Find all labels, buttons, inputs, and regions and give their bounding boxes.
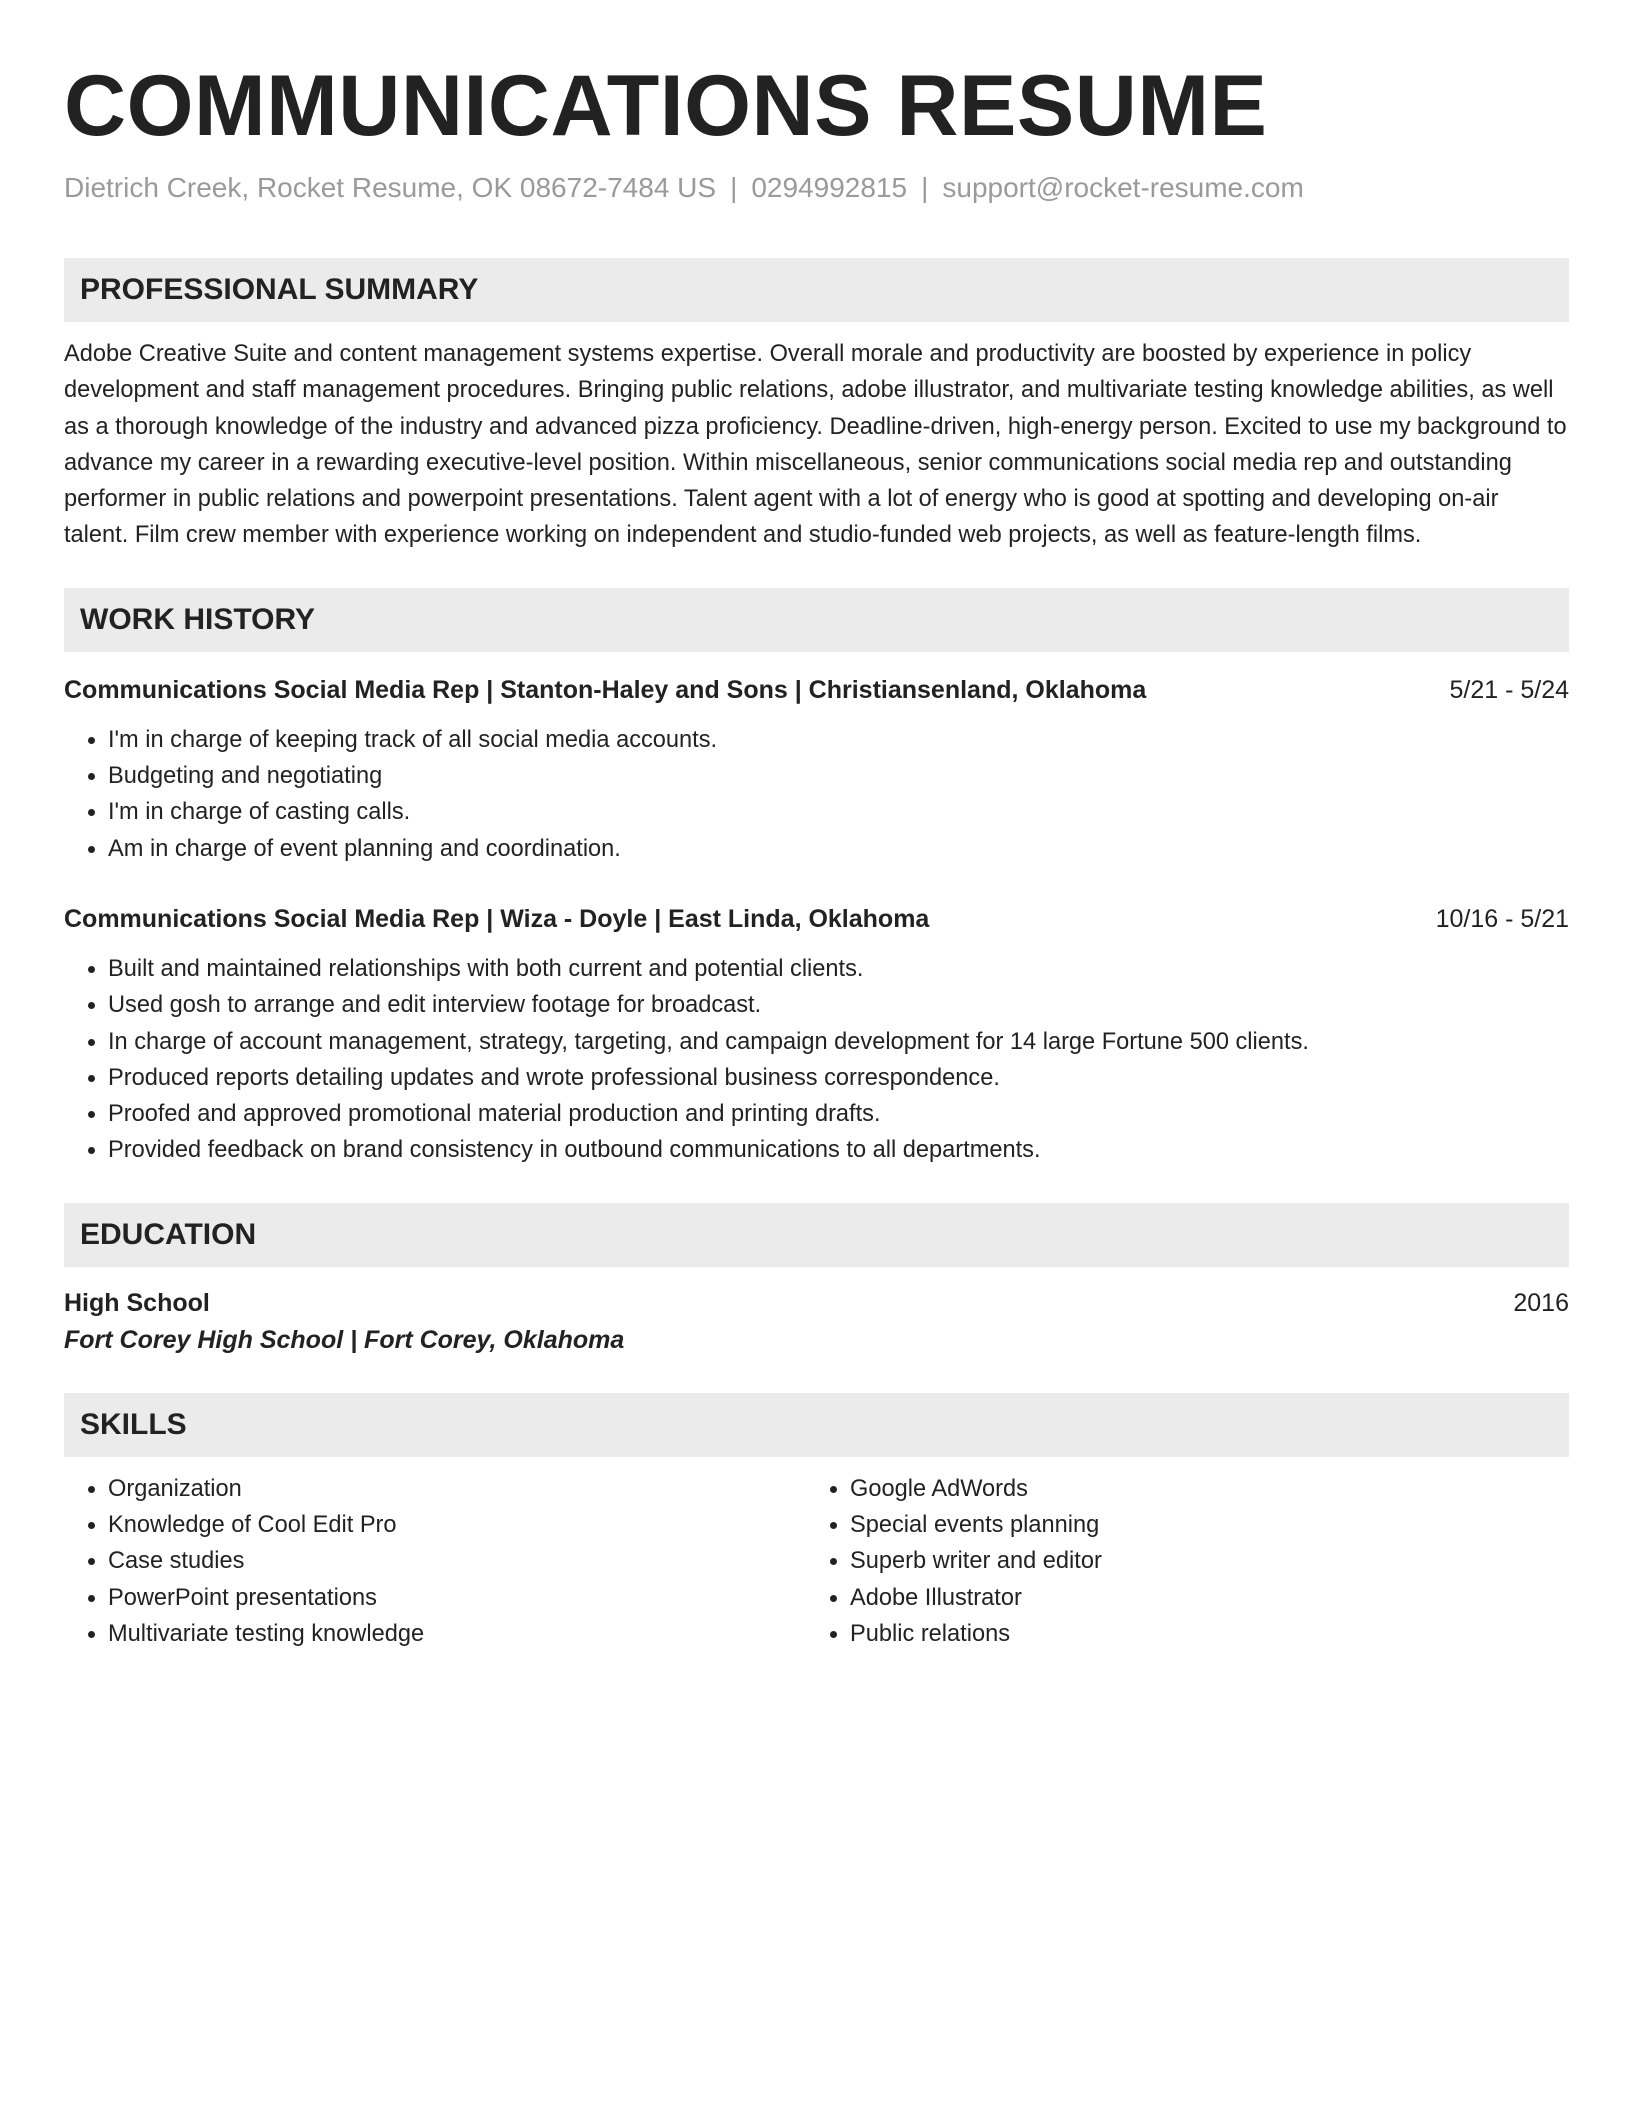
summary-text: Adobe Creative Suite and content management systems expertise. Overall morale and productivity are boosted by experience in policy development and staff management procedures. Bringing public relations, adobe illustrator, and multivariate testing knowledge abilities, as well as a thorough knowledge of the industry and advanced pizza proficiency. Deadline-driven, high-energy person. Excited to use my background to advance my career in a rewarding executive-level position. Within miscellaneous, senior communications social media rep and outstanding performer in public relations and powerpoint presentations. Talent agent with a lot of energy who is good at spotting and developing on-air talent. Film crew member with experience working on independent and studio-funded web projects, as well as feature-length films. — [64, 341, 1567, 549]
skill-item: • Knowledge of Cool Edit Pro — [108, 1507, 806, 1543]
contact-address: Dietrich Creek, Rocket Resume, OK 08672-7484 US — [64, 172, 717, 203]
job-entry — [64, 672, 1569, 867]
job-dates: 10/16 - 5/21 — [1435, 904, 1569, 933]
skills-columns — [64, 1471, 1569, 1652]
job-bullet: • Budgeting and negotiating — [108, 758, 1569, 794]
skills-section — [64, 1393, 1569, 1652]
job-dates: 5/21 - 5/24 — [1449, 675, 1569, 704]
job-title: Communications Social Media Rep | Stanton-Haley and Sons | Christiansenland, Oklahoma — [64, 675, 1147, 704]
job-bullets — [64, 951, 1569, 1169]
skill-item: • Special events planning — [850, 1507, 1548, 1543]
job-bullet: • In charge of account management, strategy, targeting, and campaign development for 14 large Fortune 500 clients. — [108, 1024, 1569, 1060]
contact-separator: | — [730, 172, 738, 203]
summary-section — [64, 258, 1569, 554]
skills-list-right — [806, 1471, 1548, 1652]
summary-heading: PROFESSIONAL SUMMARY — [64, 258, 1569, 322]
education-school: Fort Corey High School | Fort Corey, Oklahoma — [64, 1325, 625, 1354]
contact-email: support@rocket-resume.com — [942, 172, 1304, 203]
job-bullet: • Produced reports detailing updates and wrote professional business correspondence. — [108, 1060, 1569, 1096]
job-bullet: • Proofed and approved promotional material production and printing drafts. — [108, 1096, 1569, 1132]
job-bullets — [64, 722, 1569, 867]
education-section — [64, 1203, 1569, 1359]
job-header — [64, 672, 1569, 708]
education-year: 2016 — [1513, 1288, 1569, 1317]
job-header — [64, 901, 1569, 937]
skill-item: • Multivariate testing knowledge — [108, 1616, 806, 1652]
skill-item: • Case studies — [108, 1543, 806, 1579]
skill-item: • Adobe Illustrator — [850, 1580, 1548, 1616]
education-entry — [64, 1285, 1569, 1359]
contact-separator: | — [921, 172, 929, 203]
job-bullet: • I'm in charge of casting calls. — [108, 794, 1569, 830]
skill-item: • Public relations — [850, 1616, 1548, 1652]
skills-heading: SKILLS — [64, 1393, 1569, 1457]
contact-phone: 0294992815 — [751, 172, 908, 203]
skill-item: • Google AdWords — [850, 1471, 1548, 1507]
job-bullet: • Am in charge of event planning and coordination. — [108, 831, 1569, 867]
skills-list-left — [64, 1471, 806, 1652]
resume-title: COMMUNICATIONS RESUME — [64, 58, 1268, 154]
job-bullet: • Provided feedback on brand consistency in outbound communications to all departments. — [108, 1132, 1569, 1168]
work-history-heading: WORK HISTORY — [64, 588, 1569, 652]
job-bullet: • I'm in charge of keeping track of all social media accounts. — [108, 722, 1569, 758]
education-degree: High School — [64, 1288, 210, 1317]
job-entry — [64, 901, 1569, 1169]
education-heading: EDUCATION — [64, 1203, 1569, 1267]
education-header — [64, 1285, 1569, 1321]
job-title: Communications Social Media Rep | Wiza - Doyle | East Linda, Oklahoma — [64, 904, 930, 933]
job-bullet: • Built and maintained relationships with both current and potential clients. — [108, 951, 1569, 987]
contact-line — [64, 168, 1569, 208]
skill-item: • Organization — [108, 1471, 806, 1507]
resume-page — [64, 56, 1569, 1652]
work-history-section — [64, 588, 1569, 1169]
job-bullet: • Used gosh to arrange and edit interview footage for broadcast. — [108, 987, 1569, 1023]
skill-item: • Superb writer and editor — [850, 1543, 1548, 1579]
skill-item: • PowerPoint presentations — [108, 1580, 806, 1616]
